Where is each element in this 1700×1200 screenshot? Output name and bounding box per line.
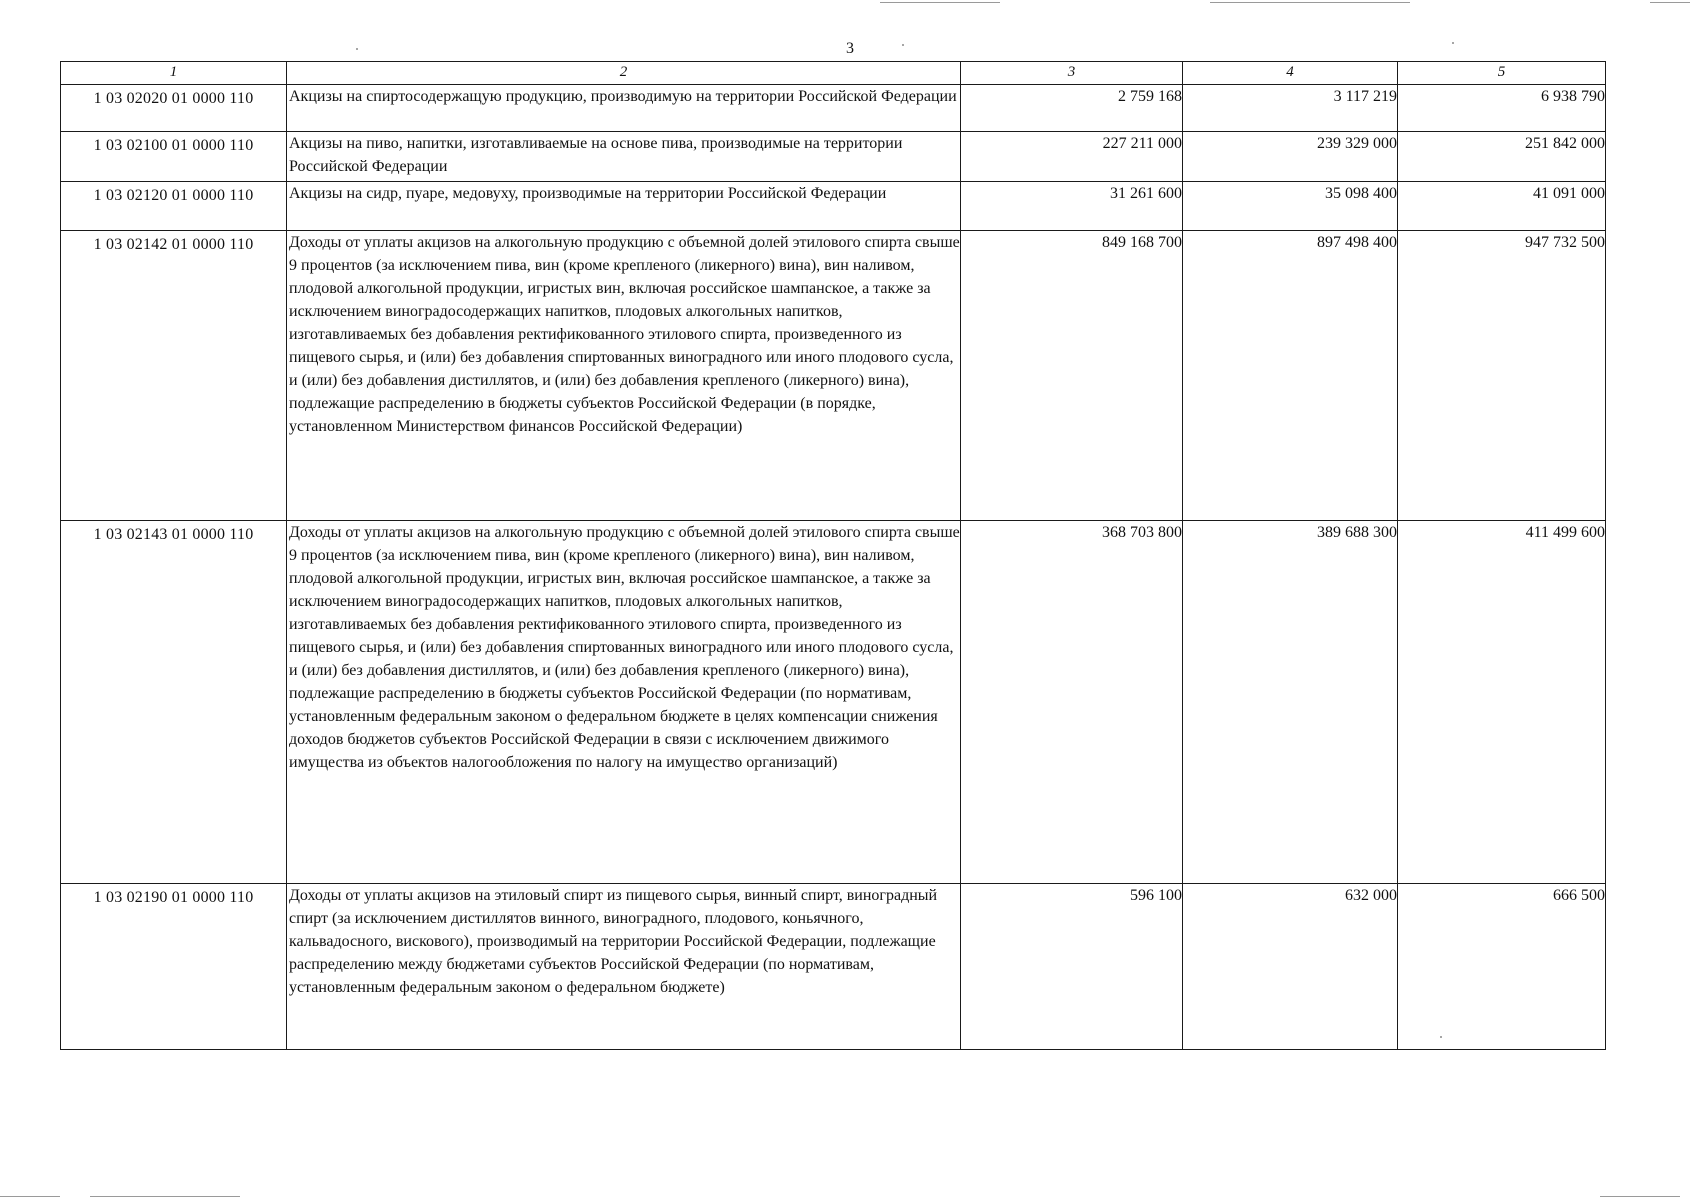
budget-code-cell: 1 03 02143 01 0000 110 [61,521,287,884]
table-row [61,85,1606,132]
amount-col4-cell: 239 329 000 [1183,132,1398,182]
table-row [61,884,1606,1050]
page-number: 3 [846,40,854,57]
scan-artifact [356,48,358,50]
amount-col5-cell: 947 732 500 [1398,231,1606,521]
amount-col3-cell: 31 261 600 [961,182,1183,231]
table-row [61,231,1606,521]
budget-code-cell: 1 03 02142 01 0000 110 [61,231,287,521]
header-col-2: 2 [287,62,961,85]
scan-artifact [1650,2,1690,3]
amount-col4-cell: 632 000 [1183,884,1398,1050]
scan-artifact [1600,1196,1680,1197]
scan-artifact [1452,42,1454,44]
amount-col3-cell: 2 759 168 [961,85,1183,132]
table-row [61,182,1606,231]
description-cell: Акцизы на спиртосодержащую продукцию, производимую на территории Российской Федерации [287,85,961,132]
header-col-4: 4 [1183,62,1398,85]
scan-artifact [902,44,904,46]
revenue-table [60,61,1606,1050]
description-cell: Акцизы на пиво, напитки, изготавливаемые на основе пива, производимые на территории Российской Федерации [287,132,961,182]
budget-code-cell: 1 03 02100 01 0000 110 [61,132,287,182]
table-header-row [61,62,1606,85]
amount-col3-cell: 227 211 000 [961,132,1183,182]
table-row [61,132,1606,182]
budget-code-cell: 1 03 02120 01 0000 110 [61,182,287,231]
amount-col5-cell: 6 938 790 [1398,85,1606,132]
amount-col3-cell: 596 100 [961,884,1183,1050]
amount-col5-cell: 411 499 600 [1398,521,1606,884]
amount-col5-cell: 251 842 000 [1398,132,1606,182]
amount-col4-cell: 35 098 400 [1183,182,1398,231]
amount-col3-cell: 368 703 800 [961,521,1183,884]
scan-artifact [1440,1036,1442,1038]
amount-col3-cell: 849 168 700 [961,231,1183,521]
amount-col4-cell: 389 688 300 [1183,521,1398,884]
amount-col4-cell: 897 498 400 [1183,231,1398,521]
budget-code-cell: 1 03 02020 01 0000 110 [61,85,287,132]
description-cell: Доходы от уплаты акцизов на алкогольную продукцию с объемной долей этилового спирта свыше 9 процентов (за исключением пива, вин (кроме крепленого (ликерного) вина), вин наливом, плодовой алкогольной продукции, игристых вин, включая российское шампанское, а также за исключением виноградосодержащих напитков, плодовых алкогольных напитков, изготавливаемых без добавления ректификованного этилового спирта, произведенного из пищевого сырья, и (или) без добавления спиртованных виноградного или иного плодового сусла, и (или) без добавления дистиллятов, и (или) без добавления крепленого (ликерного) вина), подлежащие распределению в бюджеты субъектов Российской Федерации (по нормативам, установленным федеральным законом о федеральном бюджете в целях компенсации снижения доходов бюджетов субъектов Российской Федерации в связи с исключением движимого имущества из объектов налогообложения по налогу на имущество организаций) [287,521,961,884]
amount-col5-cell: 41 091 000 [1398,182,1606,231]
description-cell: Доходы от уплаты акцизов на алкогольную продукцию с объемной долей этилового спирта свыше 9 процентов (за исключением пива, вин (кроме крепленого (ликерного) вина), вин наливом, плодовой алкогольной продукции, игристых вин, включая российское шампанское, а также за исключением виноградосодержащих напитков, плодовых алкогольных напитков, изготавливаемых без добавления ректификованного этилового спирта, произведенного из пищевого сырья, и (или) без добавления спиртованных виноградного или иного плодового сусла, и (или) без добавления дистиллятов, и (или) без добавления крепленого (ликерного) вина), подлежащие распределению в бюджеты субъектов Российской Федерации (в порядке, установленном Министерством финансов Российской Федерации) [287,231,961,521]
scan-artifact [880,2,1000,3]
amount-col5-cell: 666 500 [1398,884,1606,1050]
scan-artifact [1210,2,1410,3]
table-row [61,521,1606,884]
description-cell: Акцизы на сидр, пуаре, медовуху, производимые на территории Российской Федерации [287,182,961,231]
description-cell: Доходы от уплаты акцизов на этиловый спирт из пищевого сырья, винный спирт, виноградный спирт (за исключением дистиллятов винного, виноградного, плодового, коньячного, кальвадосного, вискового), производимый на территории Российской Федерации, подлежащие распределению между бюджетами субъектов Российской Федерации (по нормативам, установленным федеральным законом о федеральном бюджете) [287,884,961,1050]
header-col-1: 1 [61,62,287,85]
header-col-3: 3 [961,62,1183,85]
budget-code-cell: 1 03 02190 01 0000 110 [61,884,287,1050]
scan-artifact [90,1196,240,1197]
header-col-5: 5 [1398,62,1606,85]
scan-artifact [0,1196,60,1197]
amount-col4-cell: 3 117 219 [1183,85,1398,132]
